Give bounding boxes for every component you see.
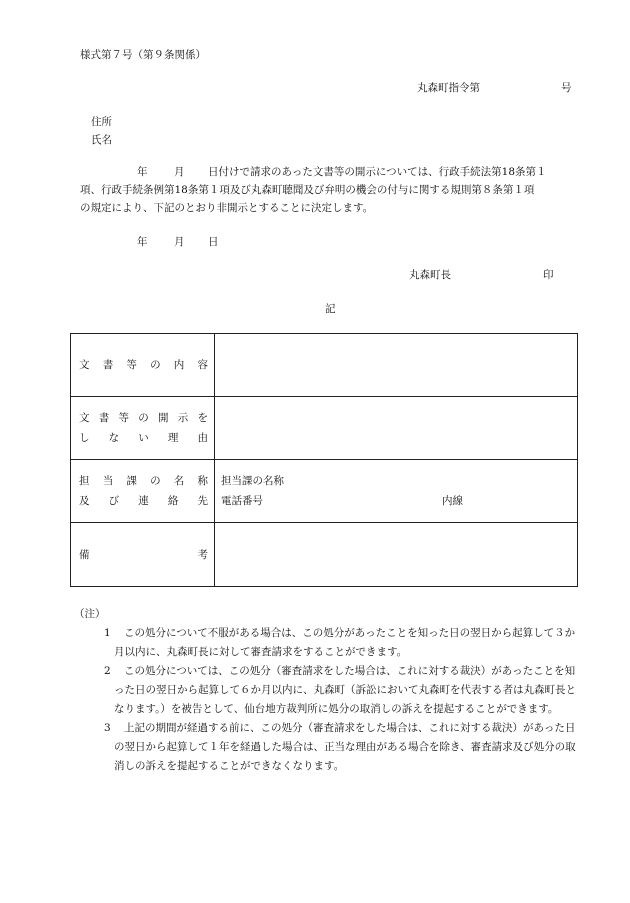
department-name-label: 担当課の名称 [221, 475, 284, 487]
address-label: 住所 [91, 116, 112, 128]
document-number-prefix: 丸森町指令第 [417, 82, 480, 94]
phone-label: 電話番号 [221, 495, 263, 507]
note-number: 2 [104, 665, 111, 677]
remarks-field[interactable] [215, 523, 578, 587]
label-line: 文 書 等 の 開 示 を [79, 412, 208, 424]
note-item [80, 662, 580, 719]
row-label-remarks [71, 523, 215, 587]
table-row [71, 460, 578, 523]
form-number: 様式第７号（第９条関係） [80, 49, 206, 61]
issue-date-day: 日 [208, 236, 219, 248]
row-label-nondisclosure-reason [71, 397, 215, 460]
table-row [71, 397, 578, 460]
table-row [71, 523, 578, 587]
label-line: 文 書 等 の 内 容 [79, 359, 208, 371]
notes-section [74, 605, 580, 776]
label-line: 担 当 課 の 名 称 [79, 475, 208, 487]
note-item [80, 624, 580, 662]
note-text: この処分については、この処分（審査請求をした場合は、これに対する裁決）があったことを知った日の翌日から起算して６か月以内に、丸森町（訴訟において丸森町を代表する者は丸森町長となります。）を被告として、仙台地方裁判所に処分の取消しの訴えを提起することができます。 [114, 665, 576, 715]
note-item [80, 719, 580, 776]
seal-mark: 印 [543, 269, 554, 281]
row-label-document-content [71, 334, 215, 397]
note-text: この処分について不服がある場合は、この処分があったことを知った日の翌日から起算して３か月以内に、丸森町長に対して審査請求をすることができます。 [114, 627, 576, 658]
document-number-suffix: 号 [561, 82, 572, 94]
label-line: し な い 理 由 [79, 432, 208, 444]
department-contact-field[interactable] [215, 460, 578, 523]
phone-line [221, 491, 571, 511]
body-text-line1: 日付けで請求のあった文書等の開示については、行政手続法第18条第１ [208, 166, 547, 178]
label-line: 備 考 [79, 548, 208, 561]
notes-heading: （注） [74, 608, 106, 620]
name-label: 氏名 [91, 134, 112, 146]
body-date-year: 年 [137, 166, 148, 178]
note-number: 1 [104, 627, 111, 639]
row-label-department-contact [71, 460, 215, 523]
extension-label: 内線 [442, 495, 463, 507]
body-text-line3: の規定により、下記のとおり非開示とすることに決定します。 [80, 202, 374, 214]
body-date-month: 月 [174, 166, 185, 178]
note-number: 3 [104, 722, 111, 734]
table-row [71, 334, 578, 397]
signatory-title: 丸森町長 [409, 269, 451, 281]
nondisclosure-reason-field[interactable] [215, 397, 578, 460]
ki-heading: 記 [325, 303, 336, 315]
disclosure-table [70, 333, 578, 587]
issue-date-year: 年 [137, 236, 148, 248]
note-text: 上記の期間が経過する前に、この処分（審査請求をした場合は、これに対する裁決）があった日の翌日から起算して１年を経過した場合は、正当な理由がある場合を除き、審査請求及び処分の取消しの訴えを提起することができなくなります。 [114, 722, 576, 772]
label-line: 及 び 連 絡 先 [79, 495, 208, 507]
document-content-field[interactable] [215, 334, 578, 397]
issue-date-month: 月 [174, 236, 185, 248]
body-text-line2: 項、行政手続条例第18条第１項及び丸森町聴聞及び弁明の機会の付与に関する規則第８条第１項 [80, 184, 535, 196]
